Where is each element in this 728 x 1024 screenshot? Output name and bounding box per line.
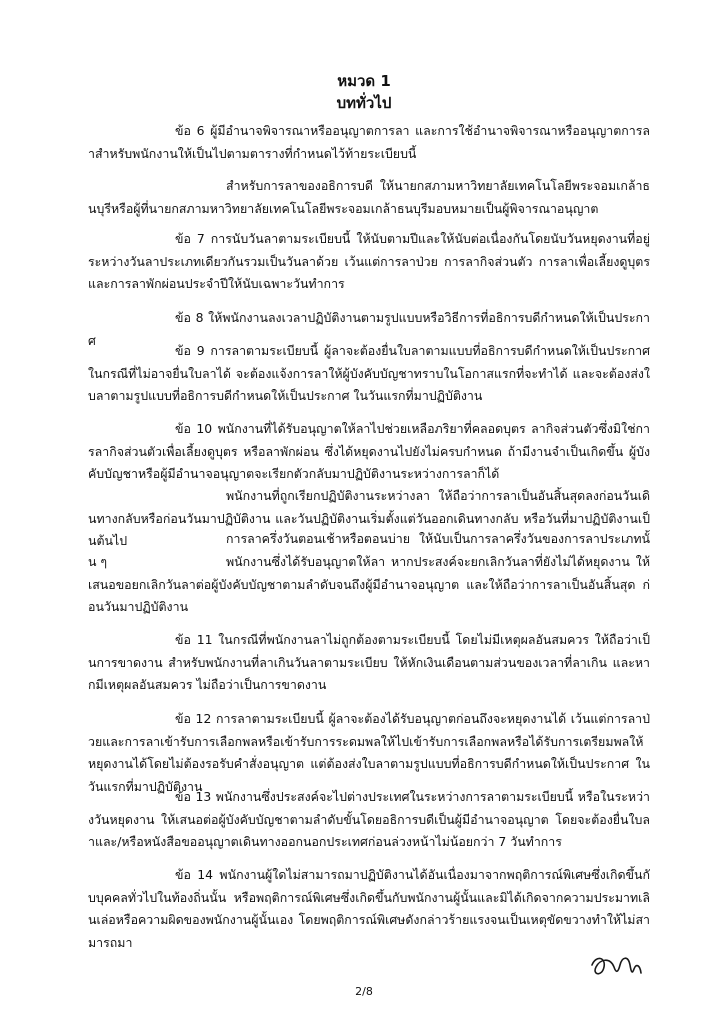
clause-12: ข้อ 12 การลาตามระเบียบนี้ ผู้ลาจะต้องได้รับอนุญาตก่อนถึงจะหยุดงานได้ เว้นแต่การลาป่วยและการลาเข้ารับการเลือกพลหรือเข้ารับการระดมพลให้ไปเข้ารับการเลือกพลหรือได้รับการเตรียมพลให้หยุดงานได้โดยไม่ต้องรอรับคำสั่งอนุญาต แต่ต้องส่งใบลาตามรูปแบบที่อธิการบดีกำหนดให้เป็นประกาศ ในวันแรกที่มาปฏิบัติงาน <box>88 711 650 794</box>
chapter-number: หมวด 1 <box>337 72 391 90</box>
clause-6: ข้อ 6 ผู้มีอำนาจพิจารณาหรืออนุญาตการลา และการใช้อำนาจพิจารณาหรืออนุญาตการลาสำหรับพนักงานให้เป็นไปตามตารางที่กำหนดไว้ท้ายระเบียบนี้ <box>88 123 650 161</box>
clause-10-paragraph-4: พนักงานซึ่งได้รับอนุญาตให้ลา หากประสงค์จะยกเลิกวันลาที่ยังไม่ได้หยุดงาน ให้เสนอขอยกเลิกวันลาต่อผู้บังคับบัญชาตามลำดับจนถึงผู้มีอำนาจอนุญาต และให้ถือว่าการลาเป็นอันสิ้นสุด ก่อนวันมาปฏิบัติงาน <box>88 554 650 614</box>
clause-13: ข้อ 13 พนักงานซึ่งประสงค์จะไปต่างประเทศในระหว่างการลาตามระเบียบนี้ หรือในระหว่างวันหยุดงาน ให้เสนอต่อผู้บังคับบัญชาตามลำดับขั้นโดยอธิการบดีเป็นผู้มีอำนาจอนุญาต โดยจะต้องยื่นใบลาและ/หรือหนังสือขออนุญาตเดินทางออกนอกประเทศก่อนล่วงหน้าไม่น้อยกว่า 7 วันทำการ <box>88 789 650 849</box>
signature <box>588 951 644 983</box>
clause-6-paragraph-2: สำหรับการลาของอธิการบดี ให้นายกสภามหาวิทยาลัยเทคโนโลยีพระจอมเกล้าธนบุรีหรือผู้ที่นายกสภามหาวิทยาลัยเทคโนโลยีพระจอมเกล้าธนบุรีมอบหมายเป็นผู้พิจารณาอนุญาต <box>88 178 650 216</box>
page-number: 2/8 <box>355 985 373 998</box>
clause-9: ข้อ 9 การลาตามระเบียบนี้ ผู้ลาจะต้องยื่นใบลาตามแบบที่อธิการบดีกำหนดให้เป็นประกาศในกรณีที่ไม่อาจยื่นใบลาได้ จะต้องแจ้งการลาให้ผู้บังคับบัญชาทราบในโอกาสแรกที่จะทำได้ และจะต้องส่งใบลาตามรูปแบบที่อธิการบดีกำหนดให้เป็นประกาศ ในวันแรกที่มาปฏิบัติงาน <box>88 343 650 403</box>
clause-14: ข้อ 14 พนักงานผู้ใดไม่สามารถมาปฏิบัติงานได้อันเนื่องมาจากพฤติการณ์พิเศษซึ่งเกิดขึ้นกับบุคคลทั่วไปในท้องถิ่นนั้น หรือพฤติการณ์พิเศษซึ่งเกิดขึ้นกับพนักงานผู้นั้นและมิได้เกิดจากความประมาทเลินเล่อหรือความผิดของพนักงานผู้นั้นเอง โดยพฤติการณ์พิเศษดังกล่าวร้ายแรงจนเป็นเหตุขัดขวางทำให้ไม่สามารถมา <box>88 867 650 950</box>
clause-10-paragraph-2: พนักงานที่ถูกเรียกปฏิบัติงานระหว่างลา ให้ถือว่าการลาเป็นอันสิ้นสุดลงก่อนวันเดินทางกลับหรือก่อนวันมาปฏิบัติงาน และวันปฏิบัติงานเริ่มตั้งแต่วันออกเดินทางกลับ หรือวันที่มาปฏิบัติงานเป็นต้นไป <box>88 488 650 548</box>
clause-8: ข้อ 8 ให้พนักงานลงเวลาปฏิบัติงานตามรูปแบบหรือวิธีการที่อธิการบดีกำหนดให้เป็นประกาศ <box>88 310 650 348</box>
clause-10: ข้อ 10 พนักงานที่ได้รับอนุญาตให้ลาไปช่วยเหลือภริยาที่คลอดบุตร ลากิจส่วนตัวซึ่งมิใช่การลากิจส่วนตัวเพื่อเลี้ยงดูบุตร หรือลาพักผ่อน ซึ่งได้หยุดงานไปยังไม่ครบกำหนด ถ้ามีงานจำเป็นเกิดขึ้น ผู้บังคับบัญชาหรือผู้มีอำนาจอนุญาตจะเรียกตัวกลับมาปฏิบัติงานระหว่างการลาก็ได้ <box>88 421 650 481</box>
clause-11: ข้อ 11 ในกรณีที่พนักงานลาไม่ถูกต้องตามระเบียบนี้ โดยไม่มีเหตุผลอันสมควร ให้ถือว่าเป็นการขาดงาน สำหรับพนักงานที่ลาเกินวันลาตามระเบียบ ให้หักเงินเดือนตามส่วนของเวลาที่ลาเกิน และหากมีเหตุผลอันสมควร ไม่ถือว่าเป็นการขาดงาน <box>88 632 650 692</box>
clause-10-paragraph-3: การลาครึ่งวันตอนเช้าหรือตอนบ่าย ให้นับเป็นการลาครึ่งวันของการลาประเภทนั้น ๆ <box>88 531 650 569</box>
chapter-title: บททั่วไป <box>336 94 392 112</box>
clause-7: ข้อ 7 การนับวันลาตามระเบียบนี้ ให้นับตามปีและให้นับต่อเนื่องกันโดยนับวันหยุดงานที่อยู่ระหว่างวันลาประเภทเดียวกันรวมเป็นวันลาด้วย เว้นแต่การลาป่วย การลากิจส่วนตัว การลาเพื่อเลี้ยงดูบุตร และการลาพักผ่อนประจำปีให้นับเฉพาะวันทำการ <box>88 231 650 291</box>
